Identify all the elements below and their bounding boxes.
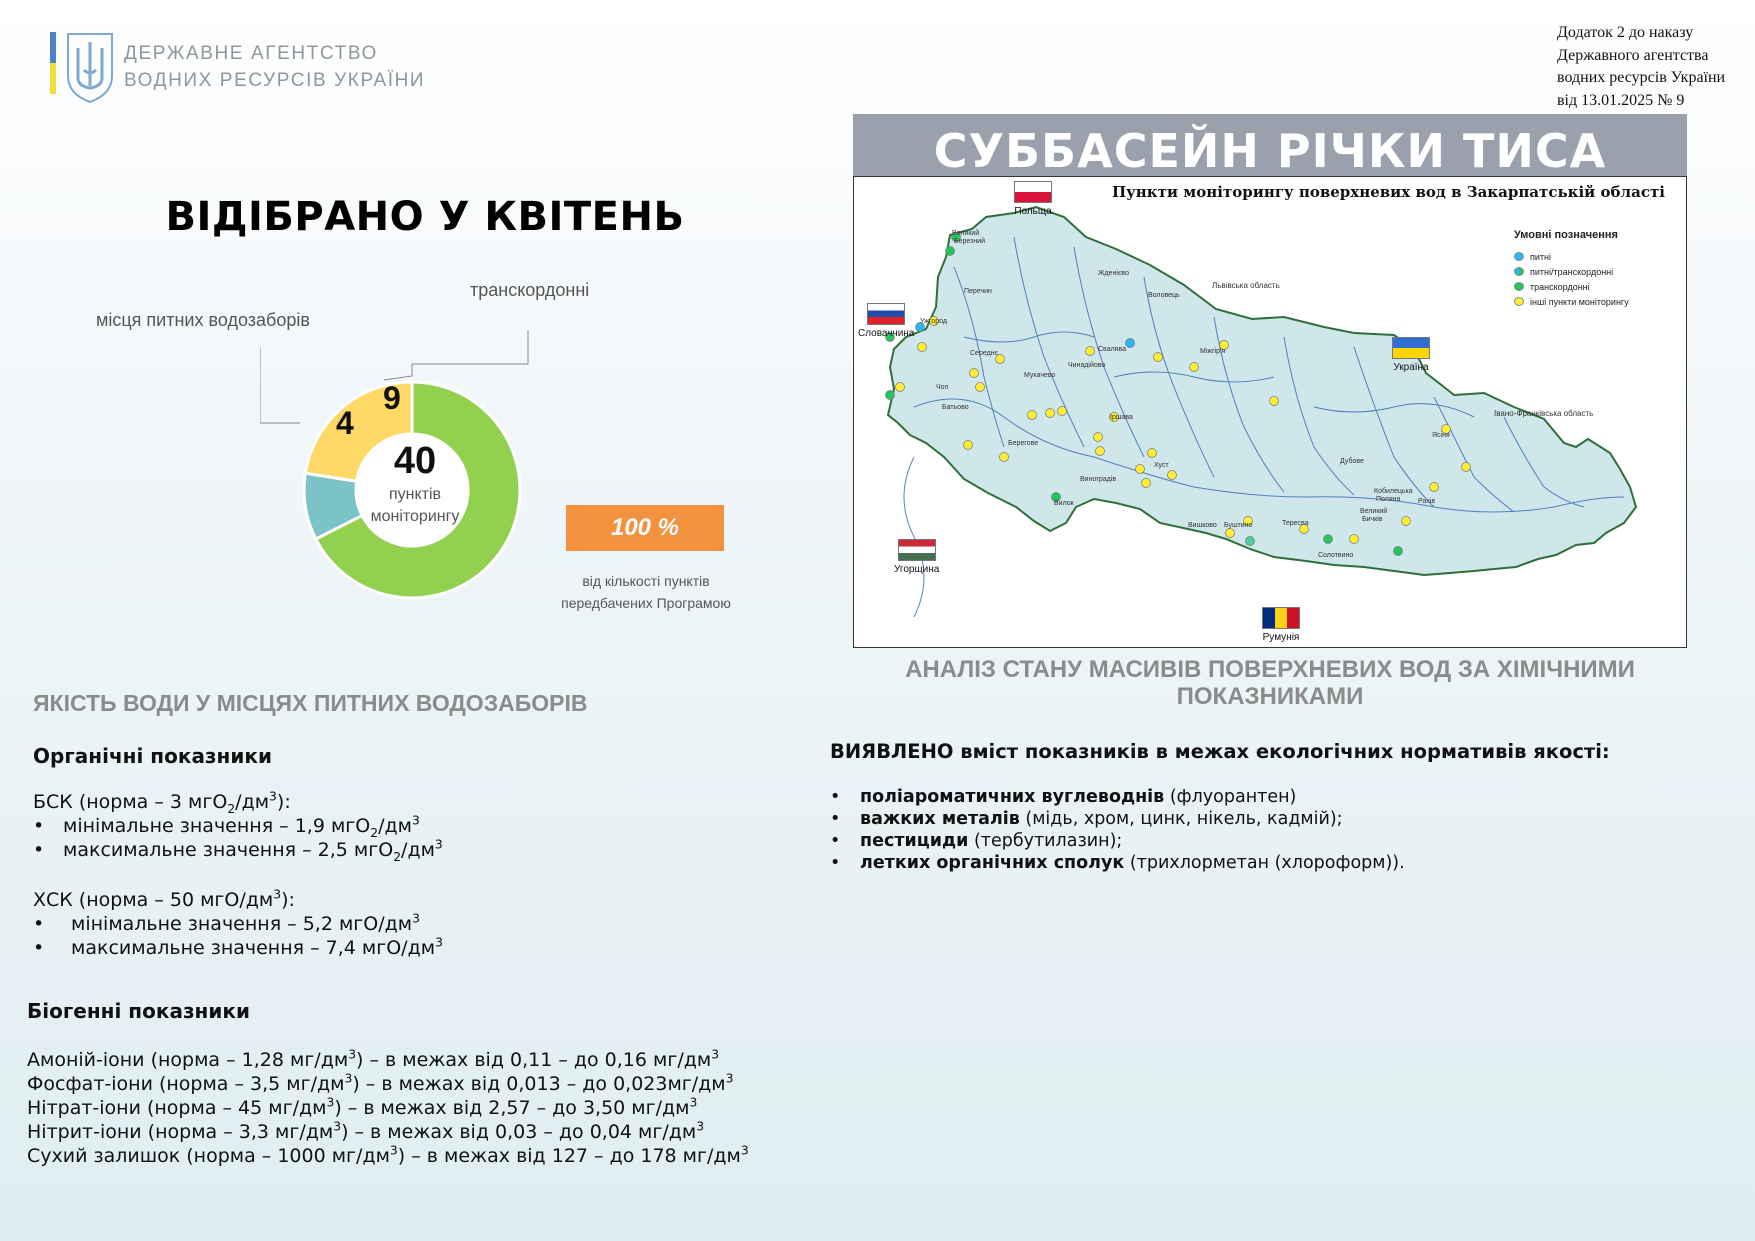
legend-row-transborder [1514,279,1629,294]
svg-text:Рахів: Рахів [1418,498,1436,505]
ammonium-text-a: Амоній-іони (норма – 1,28 мг/дм [27,1049,349,1071]
bsk-max-text: максимальне значення – 2,5 мгО [63,839,394,861]
svg-text:Тересва: Тересва [1282,520,1309,527]
country-ukraine [1392,337,1430,373]
svg-text:Кобилецька: Кобилецька [1374,488,1413,495]
bsk-min: • мінімальне значення – 1,9 $мгО_2/дм^3$ [33,814,443,838]
legend-row-drinking [1514,249,1629,264]
annex-line4: від 13.01.2025 № 9 [1557,91,1685,109]
found-item-rest: (мідь, хром, цинк, нікель, кадмій); [1019,809,1343,829]
xsk-head-end: ): [281,889,295,911]
nitrite-text-b: ) – в межах від 0,03 – до 0,04 мг/дм [341,1121,697,1143]
svg-text:Буштино: Буштино [1224,522,1253,529]
legend-label: інші пункти моніторингу [1530,296,1629,307]
svg-text:Ясіня: Ясіня [1432,432,1450,439]
map-heading: Пункти моніторингу поверхневих вод в Закарпатській області [1112,183,1665,201]
legend-row-other [1514,294,1629,309]
country-poland-label: Польща [1014,206,1052,217]
nitrate-text-b: ) – в межах від 2,57 – до 3,50 мг/дм [334,1097,690,1119]
phosphate-text-a: Фосфат-іони (норма – 3,5 мг/дм [27,1073,345,1095]
donut-total: 40 [393,440,437,482]
phosphate-row: Фосфат-іони (норма – 3,5 $мг/дм^3$) – в межах від 0,013 – до $0,023мг/дм^3$ [27,1071,734,1095]
percent-box: 100 % [566,505,724,551]
svg-text:Берегове: Берегове [1008,440,1039,447]
found-item-rest: (флуорантен) [1164,787,1297,807]
country-hungary [894,539,939,575]
country-poland [1014,181,1052,217]
leader-line-drinking [260,348,300,423]
country-slovakia-label: Словаччина [858,328,915,339]
found-list [830,786,1405,874]
oblast-ivano: Івано-Франківська область [1494,409,1594,418]
flag-hungary-icon [898,539,936,561]
xsk-head-text: ХСК (норма – 50 мгО/дм [33,889,274,911]
leader-line-transborder [384,330,528,380]
svg-text:Воловець: Воловець [1148,292,1180,299]
agency-name [124,40,425,94]
svg-text:Дубове: Дубове [1340,458,1364,465]
residue-text-b: ) – в межах від 127 – до 178 мг/дм [397,1145,741,1167]
bsk-head-end: ): [276,791,291,813]
svg-text:Вишково: Вишково [1188,522,1217,529]
map-legend [1514,229,1629,309]
biogenic-block [27,1048,749,1168]
xsk-block [33,888,443,960]
sampling-title: ВІДІБРАНО У КВІТЕНЬ [165,194,685,240]
bsk-head-unit: /дм [235,791,270,813]
quality-title: ЯКІСТЬ ВОДИ У МІСЦЯХ ПИТНИХ ВОДОЗАБОРІВ [33,690,588,716]
map-title: СУББАСЕЙН РІЧКИ ТИСА [853,114,1687,176]
svg-text:Свалява: Свалява [1098,346,1126,353]
phosphate-text-b: ) – в межах від 0,013 – до 0,023мг/дм [352,1073,726,1095]
agency-name-line1: ДЕРЖАВНЕ АГЕНТСТВО [124,43,378,64]
found-item [830,808,1405,830]
svg-text:Великий: Великий [1360,508,1388,515]
xsk-max: • максимальне значення – 7,4 мгО/$дм^3$ [33,936,443,960]
legend-label: питні [1530,251,1551,262]
svg-text:Бичків: Бичків [1362,516,1383,523]
residue-text-a: Сухий залишок (норма – 1000 мг/дм [27,1145,390,1167]
svg-text:Мукачево: Мукачево [1024,372,1056,379]
flag-romania-icon [1262,607,1300,629]
bsk-min-text: мінімальне значення – 1,9 мгО [63,815,371,837]
flag-slovakia-icon [867,303,905,325]
bsk-head-text: БСК (норма – 3 мгО [33,791,228,813]
svg-text:Поляна: Поляна [1376,496,1401,503]
nitrite-row: Нітрит-іони (норма – 3,3 $мг/дм^3$) – в межах від 0,03 – до 0,04 $мг/дм^3$ [27,1119,705,1143]
nitrate-row: Нітрат-іони (норма – 45 $мг/дм^3$) – в межах від 2,57 – до 3,50 $мг/дм^3$ [27,1095,698,1119]
xsk-head: ХСК (норма – 50 мгО/$дм^3$): [33,887,295,911]
svg-text:Міжгір'я: Міжгір'я [1200,348,1226,355]
legend-dot-icon [1514,267,1524,276]
nitrate-text-a: Нітрат-іони (норма – 45 мг/дм [27,1097,327,1119]
agency-flag [50,32,56,94]
legend-row-drinking-transborder [1514,264,1629,279]
residue-row: Сухий залишок (норма – 1000 $мг/дм^3$) – в межах від 127 – до 178 $мг/дм^3$ [27,1143,749,1167]
agency-name-line2: ВОДНИХ РЕСУРСІВ УКРАЇНИ [124,70,426,91]
nitrite-text-a: Нітрит-іони (норма – 3,3 мг/дм [27,1121,334,1143]
flag-poland-icon [1014,181,1052,203]
percent-note-2: передбачених Програмою [561,595,731,611]
svg-text:Іршава: Іршава [1110,414,1133,421]
organic-title: Органічні показники [33,744,272,768]
country-ukraine-label: Україна [1393,362,1429,373]
label-drinking: місця питних водозаборів [96,310,310,330]
donut-total-label [340,484,490,528]
legend-dot-icon [1514,282,1524,291]
country-romania-label: Румунія [1262,632,1300,643]
svg-text:Ужгород: Ужгород [920,318,947,325]
country-romania [1262,607,1300,643]
biogenic-title: Біогенні показники [27,999,250,1023]
legend-dot-icon [1514,252,1524,261]
xsk-min-text: мінімальне значення – 5,2 мгО/дм [71,913,413,935]
found-item [830,852,1405,874]
monitoring-map [853,176,1687,648]
svg-text:Перечин: Перечин [964,288,992,295]
country-slovakia [858,303,914,339]
svg-text:Солотвино: Солотвино [1318,552,1354,559]
percent-note [536,570,756,614]
analysis-title: АНАЛІЗ СТАНУ МАСИВІВ ПОВЕРХНЕВИХ ВОД ЗА ХІМІЧНИМИ ПОКАЗНИКАМИ [905,656,1635,710]
label-transborder: транскордонні [470,280,590,300]
svg-text:Виноградів: Виноградів [1080,476,1117,483]
flag-ukraine-icon [1392,337,1430,359]
ammonium-text-b: ) – в межах від 0,11 – до 0,16 мг/дм [356,1049,712,1071]
annex-line3: водних ресурсів України [1557,69,1726,86]
found-item [830,830,1405,852]
donut-total-label-2: моніторингу [370,508,460,525]
svg-text:Хуст: Хуст [1154,462,1169,469]
annex-line1: Додаток 2 до наказу [1557,24,1694,41]
svg-text:Середнє: Середнє [970,350,999,357]
annex-note [1557,22,1725,112]
legend-title: Умовні позначення [1514,229,1618,241]
bsk-max: • максимальне значення – 2,5 $мгО_2/дм^3$ [33,838,443,862]
xsk-max-text: максимальне значення – 7,4 мгО/дм [71,937,436,959]
trident-logo-icon [62,30,118,104]
xsk-min: • мінімальне значення – 5,2 мгО/$дм^3$ [33,912,443,936]
svg-text:Чоп: Чоп [936,384,949,391]
svg-text:Вилок: Вилок [1054,500,1074,507]
found-item [830,786,1405,808]
percent-note-1: від кількості пунктів [582,573,710,589]
bsk-block [33,790,443,862]
svg-text:Батьово: Батьово [942,404,969,411]
svg-text:Чинадійово: Чинадійово [1068,362,1106,369]
found-item-rest: (тербутилазин); [968,831,1123,851]
svg-text:Великий: Великий [952,230,980,237]
value-transborder: 9 [383,380,401,416]
svg-text:Жденієво: Жденієво [1098,270,1129,277]
bsk-head: БСК (норма – 3 $мгО_2/дм^3$): [33,789,291,816]
found-item-bold: пестициди [860,831,969,851]
found-item-rest: (трихлорметан (хлороформ)). [1124,853,1405,873]
legend-label: питні/транскордонні [1530,266,1614,277]
legend-label: транскордонні [1530,281,1590,292]
value-drinking: 4 [336,405,354,441]
annex-line2: Державного агентства [1557,46,1709,64]
oblast-lviv: Львівська область [1212,281,1280,290]
found-item-bold: поліароматичних вуглеводнів [860,787,1165,807]
donut-total-label-1: пунктів [388,486,442,503]
country-hungary-label: Угорщина [894,564,940,575]
found-title: ВИЯВЛЕНО вміст показників в межах екологічних нормативів якості: [830,740,1610,763]
legend-dot-icon [1514,297,1524,306]
svg-text:Березний: Березний [954,238,986,245]
found-item-bold: летких органічних сполук [860,853,1125,873]
found-item-bold: важких металів [860,809,1020,829]
ammonium-row: Амоній-іони (норма – 1,28 $мг/дм^3$) – в межах від 0,11 – до 0,16 $мг/дм^3$ [27,1047,720,1071]
